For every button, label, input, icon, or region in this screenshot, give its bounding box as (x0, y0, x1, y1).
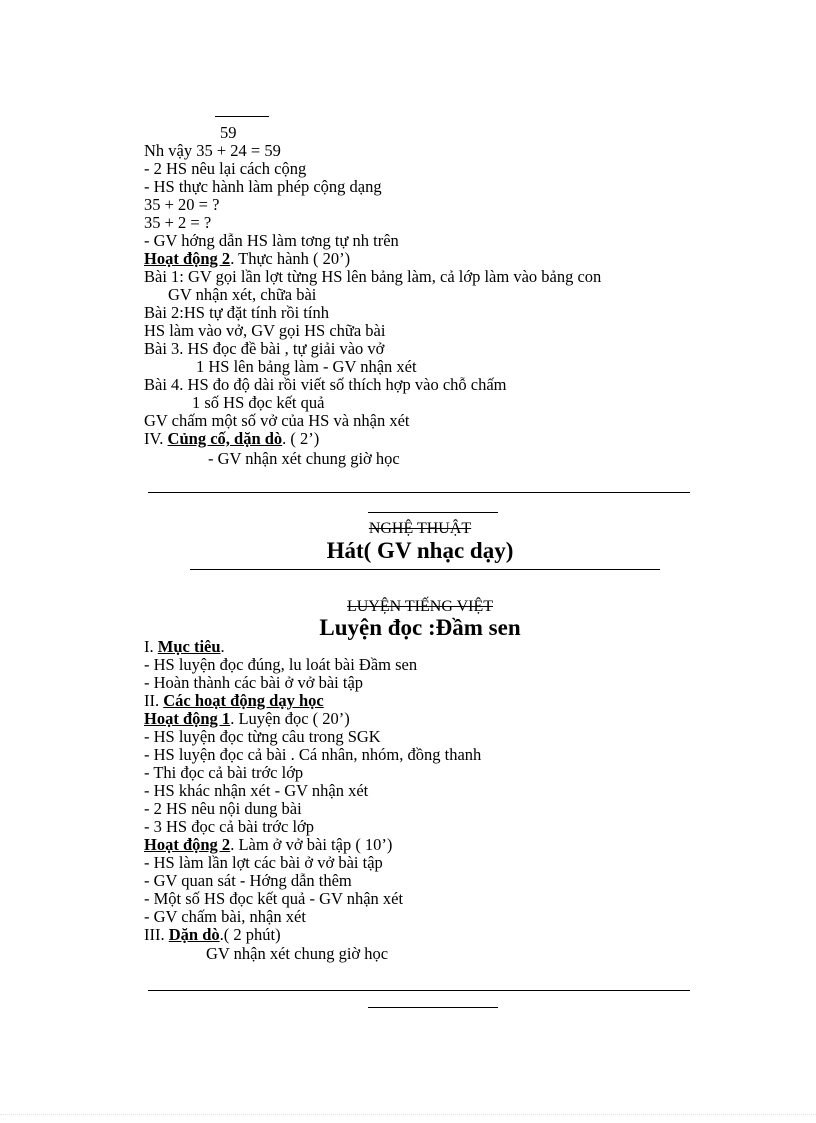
text-line: - HS thực hành làm phép cộng dạng (144, 177, 382, 196)
section-divider-short (368, 512, 498, 513)
text-line: - Hoàn thành các bài ở vở bài tập (144, 673, 364, 692)
heading-suffix: .( 2 phút) (219, 925, 281, 944)
text-line: 1 số HS đọc kết quả (192, 393, 325, 412)
text-line: Bài 4. HS đo độ dài rồi viết số thích hợp vào chỗ chấm (144, 375, 507, 394)
text-line: Nh vậy 35 + 24 = 59 (144, 141, 281, 160)
heading-label: Các hoạt động dạy học (163, 691, 324, 710)
text-line: Bài 3. HS đọc đề bài , tự giải vào vở (144, 339, 385, 358)
section-divider (148, 990, 690, 991)
text-line: - GV nhận xét chung giờ học (208, 449, 400, 468)
text-line: - GV hớng dẫn HS làm tơng tự nh trên (144, 231, 399, 250)
text-line: - 2 HS nêu lại cách cộng (144, 159, 307, 178)
text-line: - HS luyện đọc từng câu trong SGK (144, 727, 381, 746)
activity-label: Hoạt động 2 (144, 835, 231, 854)
heading-suffix: . (220, 637, 225, 656)
text-line: - Một số HS đọc kết quả - GV nhận xét (144, 889, 404, 908)
text-line: - HS luyện đọc cả bài . Cá nhân, nhóm, đồng thanh (144, 745, 482, 764)
lesson-title: Hát( GV nhạc dạy) (326, 538, 514, 563)
heading-prefix: II. (144, 691, 164, 710)
activity-label: Hoạt động 1 (144, 709, 231, 728)
text-line: 35 + 2 = ? (144, 213, 212, 232)
calc-result: 59 (220, 123, 237, 142)
text-line: GV nhận xét, chữa bài (168, 285, 317, 304)
heading-prefix: III. (144, 925, 169, 944)
section-heading-iii (144, 926, 281, 944)
text-line: - HS khác nhận xét - GV nhận xét (144, 781, 369, 800)
page-bottom-dotted-line (0, 1114, 816, 1115)
text-line: - HS luyện đọc đúng, lu loát bài Đầm sen (144, 655, 418, 674)
text-line: Bài 1: GV gọi lần lợt từng HS lên bảng làm, cả lớp làm vào bảng con (144, 267, 602, 286)
activity-heading (144, 250, 350, 268)
text-line: - 3 HS đọc cả bài trớc lớp (144, 817, 315, 836)
text-line: HS làm vào vở, GV gọi HS chữa bài (144, 321, 386, 340)
text-line: GV nhận xét chung giờ học (206, 944, 389, 963)
text-line: - GV quan sát - Hớng dẫn thêm (144, 871, 352, 890)
text-line: - 2 HS nêu nội dung bài (144, 799, 302, 818)
section-heading-ii (144, 692, 324, 710)
subject-heading: LUYỆN TIẾNG VIỆT (346, 598, 494, 615)
heading-label: Mục tiêu (157, 637, 221, 656)
text-line: 1 HS lên bảng làm - GV nhận xét (196, 357, 417, 376)
text-line: - GV chấm bài, nhận xét (144, 907, 306, 926)
heading-label: Dặn dò (168, 925, 220, 944)
activity-heading (144, 710, 350, 728)
text-line: - Thi đọc cả bài trớc lớp (144, 763, 304, 782)
activity-text: . Luyện đọc ( 20’) (230, 709, 350, 728)
lesson-title: Luyện đọc :Đầm sen (319, 615, 521, 640)
section-divider (148, 492, 690, 493)
text-line: GV chấm một số vở của HS và nhận xét (144, 411, 410, 430)
activity-label: Hoạt động 2 (144, 249, 231, 268)
calc-rule (215, 116, 269, 117)
activity-text: . Thực hành ( 20’) (230, 249, 351, 268)
heading-prefix: I. (144, 637, 158, 656)
section-divider-short (368, 1007, 498, 1008)
section-heading-i (144, 638, 225, 656)
title-underline (190, 569, 660, 570)
text-line: - HS làm lần lợt các bài ở vở bài tập (144, 853, 383, 872)
activity-text: . Làm ở vở bài tập ( 10’) (230, 835, 393, 854)
activity-heading (144, 836, 392, 854)
subject-heading: NGHỆ THUẬT (368, 520, 472, 537)
text-line: Bài 2:HS tự đặt tính rồi tính (144, 303, 329, 322)
text-line: 35 + 20 = ? (144, 195, 220, 214)
section-heading-iv (144, 430, 319, 448)
heading-label: Củng cố, dặn dò (167, 429, 283, 448)
heading-suffix: . ( 2’) (282, 429, 320, 448)
heading-prefix: IV. (144, 429, 168, 448)
